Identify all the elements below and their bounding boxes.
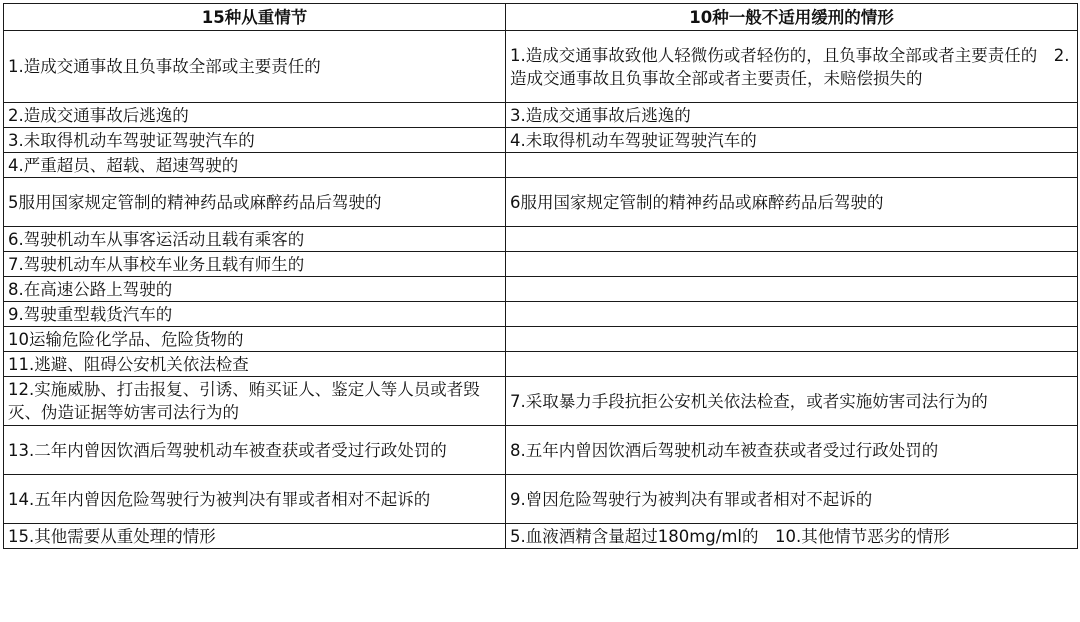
cell-aggravating: 1.造成交通事故且负事故全部或主要责任的 (4, 31, 506, 103)
cell-no-probation: 9.曾因危险驾驶行为被判决有罪或者相对不起诉的 (506, 475, 1078, 524)
table-row (4, 252, 1078, 277)
cell-no-probation: 7.采取暴力手段抗拒公安机关依法检查，或者实施妨害司法行为的 (506, 377, 1078, 426)
cell-aggravating: 2.造成交通事故后逃逸的 (4, 103, 506, 128)
cell-no-probation (506, 153, 1078, 178)
table-row (4, 302, 1078, 327)
table-row (4, 352, 1078, 377)
table-row (4, 31, 1078, 103)
cell-no-probation (506, 252, 1078, 277)
cell-no-probation (506, 227, 1078, 252)
cell-no-probation: 8.五年内曾因饮酒后驾驶机动车被查获或者受过行政处罚的 (506, 426, 1078, 475)
header-row (4, 4, 1078, 31)
cell-no-probation: 3.造成交通事故后逃逸的 (506, 103, 1078, 128)
cell-aggravating: 13.二年内曾因饮酒后驾驶机动车被查获或者受过行政处罚的 (4, 426, 506, 475)
table-row (4, 524, 1078, 549)
cell-no-probation: 1.造成交通事故致他人轻微伤或者轻伤的，且负事故全部或者主要责任的 2.造成交通事故且负事故全部或者主要责任，未赔偿损失的 (506, 31, 1078, 103)
cell-no-probation: 4.未取得机动车驾驶证驾驶汽车的 (506, 128, 1078, 153)
cell-aggravating: 14.五年内曾因危险驾驶行为被判决有罪或者相对不起诉的 (4, 475, 506, 524)
header-aggravating: 15种从重情节 (4, 4, 506, 31)
cell-aggravating: 15.其他需要从重处理的情形 (4, 524, 506, 549)
table-row (4, 178, 1078, 227)
cell-aggravating: 6.驾驶机动车从事客运活动且载有乘客的 (4, 227, 506, 252)
cell-no-probation: 6服用国家规定管制的精神药品或麻醉药品后驾驶的 (506, 178, 1078, 227)
table-row (4, 475, 1078, 524)
cell-aggravating: 10运输危险化学品、危险货物的 (4, 327, 506, 352)
cell-aggravating: 5服用国家规定管制的精神药品或麻醉药品后驾驶的 (4, 178, 506, 227)
cell-no-probation: 5.血液酒精含量超过180mg/ml的 10.其他情节恶劣的情形 (506, 524, 1078, 549)
cell-aggravating: 3.未取得机动车驾驶证驾驶汽车的 (4, 128, 506, 153)
circumstances-table (3, 3, 1078, 549)
cell-aggravating: 9.驾驶重型载货汽车的 (4, 302, 506, 327)
cell-no-probation (506, 327, 1078, 352)
table-row (4, 377, 1078, 426)
table-row (4, 153, 1078, 178)
cell-aggravating: 11.逃避、阻碍公安机关依法检查 (4, 352, 506, 377)
table-row (4, 327, 1078, 352)
table-row (4, 103, 1078, 128)
cell-aggravating: 7.驾驶机动车从事校车业务且载有师生的 (4, 252, 506, 277)
cell-aggravating: 8.在高速公路上驾驶的 (4, 277, 506, 302)
cell-no-probation (506, 302, 1078, 327)
table-row (4, 227, 1078, 252)
cell-no-probation (506, 277, 1078, 302)
table-row (4, 426, 1078, 475)
cell-aggravating: 12.实施威胁、打击报复、引诱、贿买证人、鉴定人等人员或者毁灭、伪造证据等妨害司法行为的 (4, 377, 506, 426)
table-row (4, 128, 1078, 153)
cell-aggravating: 4.严重超员、超载、超速驾驶的 (4, 153, 506, 178)
cell-no-probation (506, 352, 1078, 377)
header-no-probation: 10种一般不适用缓刑的情形 (506, 4, 1078, 31)
table-row (4, 277, 1078, 302)
